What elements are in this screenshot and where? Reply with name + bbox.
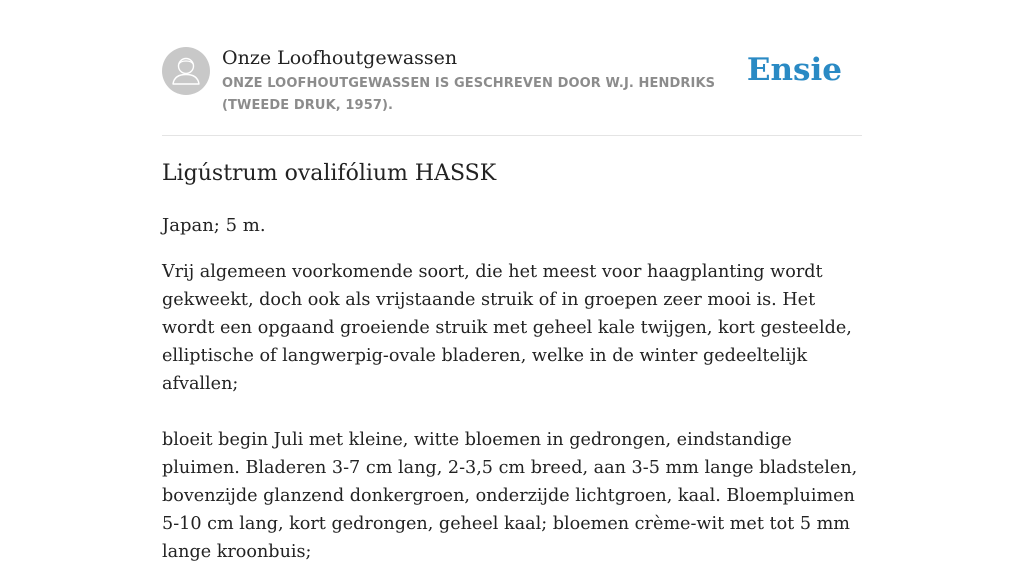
entry-paragraph: Vrij algemeen voorkomende soort, die het meest voor haagplanting wordt gekweekt, doch ook als vrijstaande struik of in groepen zeer mooi is. Het wordt een opgaand groeiende struik met geheel kale twijgen, kort gesteelde, elliptische of langwerpig-ovale bladeren, welke in de winter gedeeltelijk afvallen; xyxy=(162,262,852,394)
source-header xyxy=(162,46,862,136)
source-avatar[interactable] xyxy=(162,47,210,95)
entry-paragraph: bloeit begin Juli met kleine, witte bloemen in gedrongen, eindstandige pluimen. Bladeren 3-7 cm lang, 2-3,5 cm breed, aan 3-5 mm lange bladstelen, bovenzijde glanzend donkergroen, onderzijde lichtgroen, kaal. Bloempluimen 5-10 cm lang, kort gedrongen, geheel kaal; bloemen crème-wit met tot 5 mm lange kroonbuis; xyxy=(162,430,858,562)
header-divider xyxy=(162,135,862,136)
entry-title: Ligústrum ovalifólium HASSK xyxy=(162,161,497,186)
user-silhouette-icon xyxy=(162,47,210,95)
ensie-logo[interactable]: Ensie xyxy=(746,52,842,88)
source-title[interactable]: Onze Loofhoutgewassen xyxy=(222,47,458,69)
entry-article xyxy=(162,158,862,566)
source-subtitle: ONZE LOOFHOUTGEWASSEN IS GESCHREVEN DOOR W.J. HENDRIKS (TWEEDE DRUK, 1957). xyxy=(222,76,716,113)
entry-origin: Japan; 5 m. xyxy=(162,215,266,236)
